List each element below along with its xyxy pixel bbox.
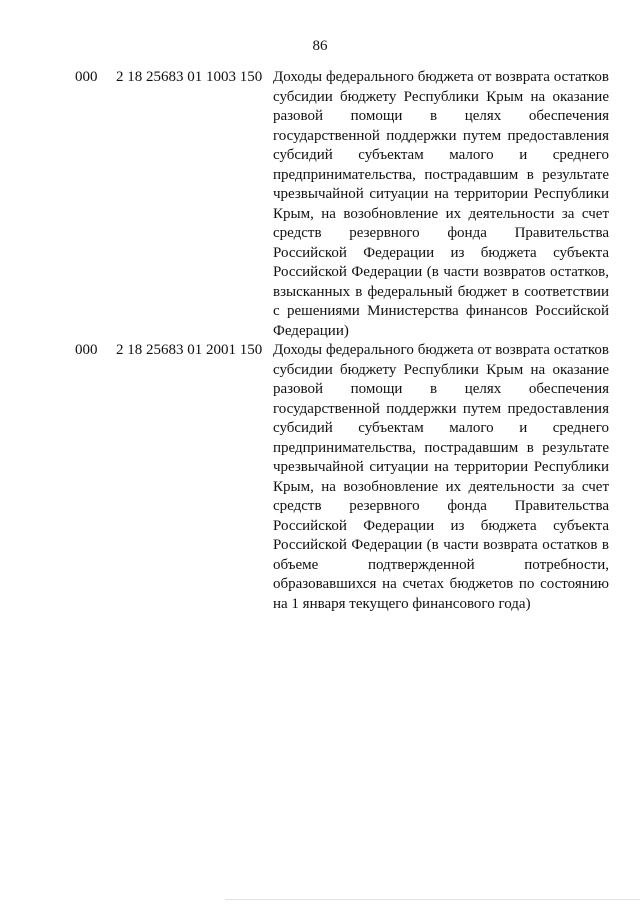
budget-classification-code: 2 18 25683 01 2001 150 [116,342,263,358]
income-description: Доходы федерального бюджета от возврата остатков субсидии бюджету Республики Крым на оказание разовой помощи в целях обеспечения государственной поддержки путем предоставления субсидий субъектам малого и среднего предпринимательства, пострадавшим в результате чрезвычайной ситуации на территории Республики Крым, на возобновление их деятельности за счет средств резервного фонда Правительства Российской Федерации из бюджета субъекта Российской Федерации (в части возвратов остатков, взысканных в федеральный бюджет в соответствии с решениями Министерства финансов Российской Федерации) [273,69,609,339]
scan-edge-line [225,899,640,900]
page-number: 86 [312,38,328,54]
administrator-code: 000 [75,342,98,358]
table-row [0,68,640,341]
code-table [0,68,640,614]
table-row [0,341,640,614]
administrator-code: 000 [75,69,98,85]
budget-classification-code: 2 18 25683 01 1003 150 [116,69,263,85]
income-description: Доходы федерального бюджета от возврата остатков субсидии бюджету Республики Крым на оказание разовой помощи в целях обеспечения государственной поддержки путем предоставления субсидий субъектам малого и среднего предпринимательства, пострадавшим в результате чрезвычайной ситуации на территории Республики Крым, на возобновление их деятельности за счет средств резервного фонда Правительства Российской Федерации из бюджета субъекта Российской Федерации (в части возврата остатков в объеме подтвержденной потребности, образовавшихся на счетах бюджетов по состоянию на 1 января текущего финансового года) [273,342,609,612]
